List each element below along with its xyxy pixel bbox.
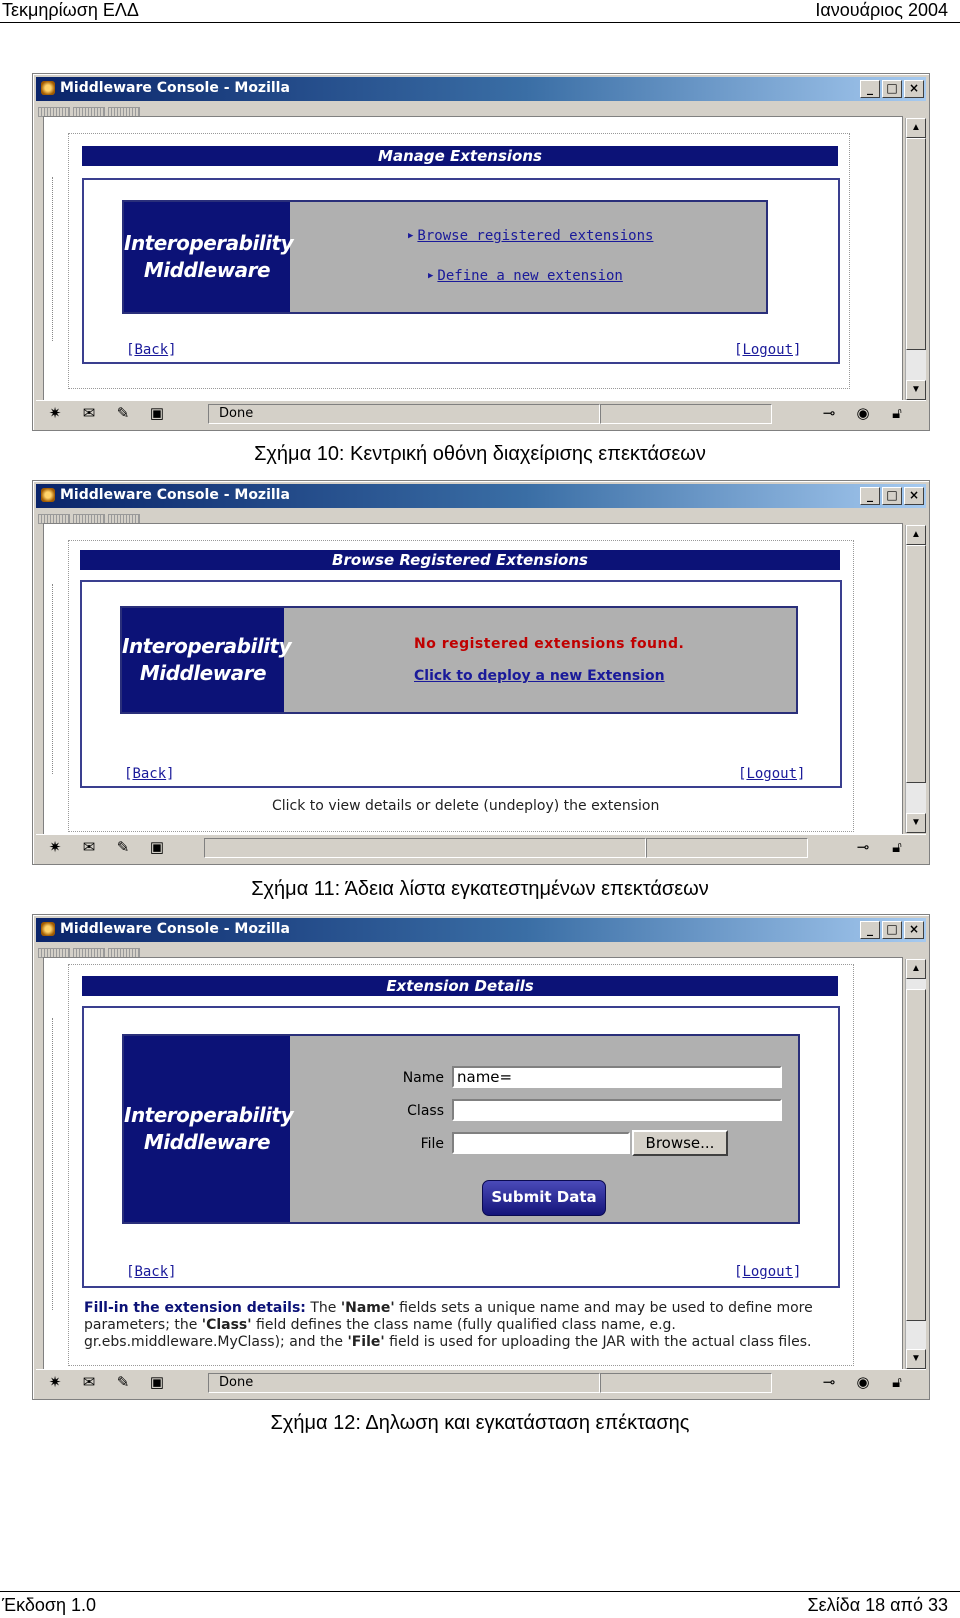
address-book-icon[interactable]: ▣ — [149, 1374, 165, 1391]
help-key-file: 'File' — [347, 1334, 385, 1350]
window-titlebar[interactable] — [36, 77, 926, 101]
browser-window-manage — [32, 73, 930, 431]
logout-link[interactable]: [Logout] — [738, 766, 806, 782]
name-input[interactable]: name= — [452, 1066, 782, 1088]
figure-12-caption: Σχήμα 12: Δηλωση και εγκατάσταση επέκτασης — [270, 1412, 690, 1434]
window-titlebar[interactable] — [36, 918, 926, 942]
status-progress — [600, 404, 772, 424]
figure-11-caption: Σχήμα 11: Άδεια λίστα εγκατεστημένων επεκτάσεων — [251, 878, 709, 900]
toolbar-grippies[interactable] — [38, 945, 148, 955]
close-icon[interactable]: × — [904, 921, 924, 939]
vertical-scrollbar[interactable] — [905, 959, 926, 1369]
help-part: fields sets a unique name and may be used to define more parameters; the — [84, 1300, 813, 1333]
security-lock-icon[interactable]: 🔓︎ — [892, 1374, 902, 1391]
submit-data-button[interactable]: Submit Data — [482, 1180, 606, 1216]
banner-manage-extensions: Manage Extensions — [82, 146, 838, 166]
banner-extension-details: Extension Details — [82, 976, 838, 996]
mozilla-app-icon — [41, 81, 55, 95]
no-extensions-message: No registered extensions found. — [414, 636, 685, 652]
navigator-icon[interactable]: ✷ — [48, 405, 62, 422]
file-label: File — [420, 1136, 444, 1152]
logout-label: Logout — [746, 766, 798, 782]
logo-line2: Middleware — [139, 661, 267, 685]
toolbar-grippies[interactable] — [38, 511, 148, 521]
logo-line1: Interoperability — [122, 634, 292, 658]
maximize-icon[interactable]: □ — [882, 80, 902, 98]
mail-icon[interactable]: ✉ — [82, 1374, 96, 1391]
help-part: field is used for uploading the JAR with the actual class files. — [384, 1334, 812, 1350]
privacy-eye-icon[interactable]: ◉ — [856, 1374, 870, 1391]
back-label: Back — [134, 342, 169, 358]
logo-area — [120, 606, 798, 714]
class-label: Class — [407, 1103, 444, 1119]
maximize-icon[interactable]: □ — [882, 921, 902, 939]
help-text — [84, 1300, 844, 1351]
online-plug-icon[interactable]: ⊸ — [822, 1374, 836, 1391]
scroll-thumb[interactable] — [906, 989, 926, 1321]
browser-window-browse — [32, 480, 930, 865]
banner-browse-extensions: Browse Registered Extensions — [80, 550, 840, 570]
page-content — [43, 116, 903, 402]
help-part: The — [305, 1300, 341, 1316]
window-titlebar[interactable] — [36, 484, 926, 508]
minimize-icon[interactable]: _ — [860, 80, 880, 98]
define-extension-label: Define a new extension — [437, 268, 623, 284]
browse-extensions-link[interactable] — [408, 228, 653, 244]
navigator-icon[interactable]: ✷ — [48, 839, 62, 856]
main-panel — [80, 580, 842, 788]
composer-icon[interactable]: ✎ — [116, 839, 130, 856]
deploy-extension-link[interactable]: Click to deploy a new Extension — [414, 668, 665, 684]
help-part: field defines the class name (fully qualified class name, e.g. gr.ebs.middleware.MyClass); and the — [84, 1317, 676, 1350]
main-panel — [82, 1006, 840, 1288]
privacy-eye-icon[interactable]: ◉ — [856, 405, 870, 422]
class-input[interactable] — [452, 1099, 782, 1121]
help-lead: Fill-in the extension details: — [84, 1300, 306, 1316]
scroll-down-icon[interactable]: ▼ — [906, 813, 926, 833]
mozilla-app-icon — [41, 488, 55, 502]
close-icon[interactable]: × — [904, 80, 924, 98]
security-lock-icon[interactable]: 🔓︎ — [892, 405, 902, 422]
address-book-icon[interactable]: ▣ — [149, 405, 165, 422]
interoperability-middleware-logo — [124, 1036, 294, 1222]
composer-icon[interactable]: ✎ — [116, 1374, 130, 1391]
mail-icon[interactable]: ✉ — [82, 839, 96, 856]
composer-icon[interactable]: ✎ — [116, 405, 130, 422]
scroll-up-icon[interactable]: ▲ — [906, 959, 926, 979]
status-text: Done — [208, 404, 600, 424]
help-key-name: 'Name' — [340, 1300, 395, 1316]
footer-version: Έκδοση 1.0 — [2, 1595, 97, 1615]
back-link[interactable]: [Back] — [124, 766, 175, 782]
define-extension-link[interactable] — [428, 268, 623, 284]
bullet-arrow-icon: ▶ — [408, 231, 414, 241]
minimize-icon[interactable]: _ — [860, 487, 880, 505]
status-bar — [36, 1369, 926, 1396]
scroll-down-icon[interactable]: ▼ — [906, 380, 926, 400]
logout-label: Logout — [742, 1264, 794, 1280]
logo-line2: Middleware — [143, 1130, 271, 1154]
sidebar-grippy[interactable] — [46, 177, 53, 341]
details-hint-text: Click to view details or delete (undeploy) the extension — [272, 798, 660, 814]
browse-extensions-label: Browse registered extensions — [417, 228, 654, 244]
back-label: Back — [134, 1264, 169, 1280]
sidebar-grippy[interactable] — [46, 584, 53, 774]
scroll-thumb[interactable] — [906, 138, 926, 350]
browser-window-details — [32, 914, 930, 1400]
online-plug-icon[interactable]: ⊸ — [822, 405, 836, 422]
interoperability-middleware-logo — [124, 202, 294, 312]
interoperability-middleware-logo — [122, 608, 292, 712]
vertical-scrollbar[interactable] — [905, 118, 926, 400]
back-link[interactable]: [Back] — [126, 1264, 177, 1280]
status-progress — [646, 838, 808, 858]
vertical-scrollbar[interactable] — [905, 525, 926, 833]
online-plug-icon[interactable]: ⊸ — [856, 839, 870, 856]
logout-label: Logout — [742, 342, 794, 358]
page-content — [43, 957, 903, 1371]
status-text: Done — [208, 1373, 600, 1393]
sidebar-grippy[interactable] — [46, 1018, 53, 1310]
window-title: Middleware Console - Mozilla — [60, 487, 290, 503]
page-footer — [0, 1591, 960, 1618]
minimize-icon[interactable]: _ — [860, 921, 880, 939]
mozilla-app-icon — [41, 922, 55, 936]
scroll-thumb[interactable] — [906, 545, 926, 783]
main-panel — [82, 178, 840, 364]
header-doc-title: Τεκμηρίωση ΕΛΔ — [2, 0, 139, 20]
logo-line1: Interoperability — [124, 1103, 294, 1127]
logo-line2: Middleware — [143, 258, 271, 282]
address-book-icon[interactable]: ▣ — [149, 839, 165, 856]
logo-area — [122, 200, 768, 314]
close-icon[interactable]: × — [904, 487, 924, 505]
back-link[interactable]: [Back] — [126, 342, 177, 358]
status-bar — [36, 834, 926, 861]
scroll-up-icon[interactable]: ▲ — [906, 118, 926, 138]
mail-icon[interactable]: ✉ — [82, 405, 96, 422]
page-content — [43, 523, 903, 835]
scroll-up-icon[interactable]: ▲ — [906, 525, 926, 545]
scroll-down-icon[interactable]: ▼ — [906, 1349, 926, 1369]
window-title: Middleware Console - Mozilla — [60, 921, 290, 937]
security-lock-icon[interactable]: 🔓︎ — [892, 839, 902, 856]
file-input[interactable] — [452, 1132, 630, 1154]
status-text — [204, 838, 646, 858]
logout-link[interactable]: [Logout] — [734, 342, 802, 358]
logo-area — [122, 1034, 800, 1224]
browse-button[interactable]: Browse... — [632, 1130, 728, 1156]
navigator-icon[interactable]: ✷ — [48, 1374, 62, 1391]
window-title: Middleware Console - Mozilla — [60, 80, 290, 96]
bullet-arrow-icon: ▶ — [428, 271, 434, 281]
page-header — [0, 0, 960, 23]
status-bar — [36, 400, 926, 427]
logo-line1: Interoperability — [124, 231, 294, 255]
help-key-class: 'Class' — [201, 1317, 252, 1333]
toolbar-grippies[interactable] — [38, 104, 148, 114]
maximize-icon[interactable]: □ — [882, 487, 902, 505]
footer-page-number: Σελίδα 18 από 33 — [807, 1595, 948, 1615]
header-date: Ιανουάριος 2004 — [815, 0, 948, 20]
figure-10-caption: Σχήμα 10: Κεντρική οθόνη διαχείρισης επεκτάσεων — [254, 443, 706, 465]
logout-link[interactable]: [Logout] — [734, 1264, 802, 1280]
name-label: Name — [402, 1070, 444, 1086]
status-progress — [600, 1373, 772, 1393]
back-label: Back — [132, 766, 167, 782]
